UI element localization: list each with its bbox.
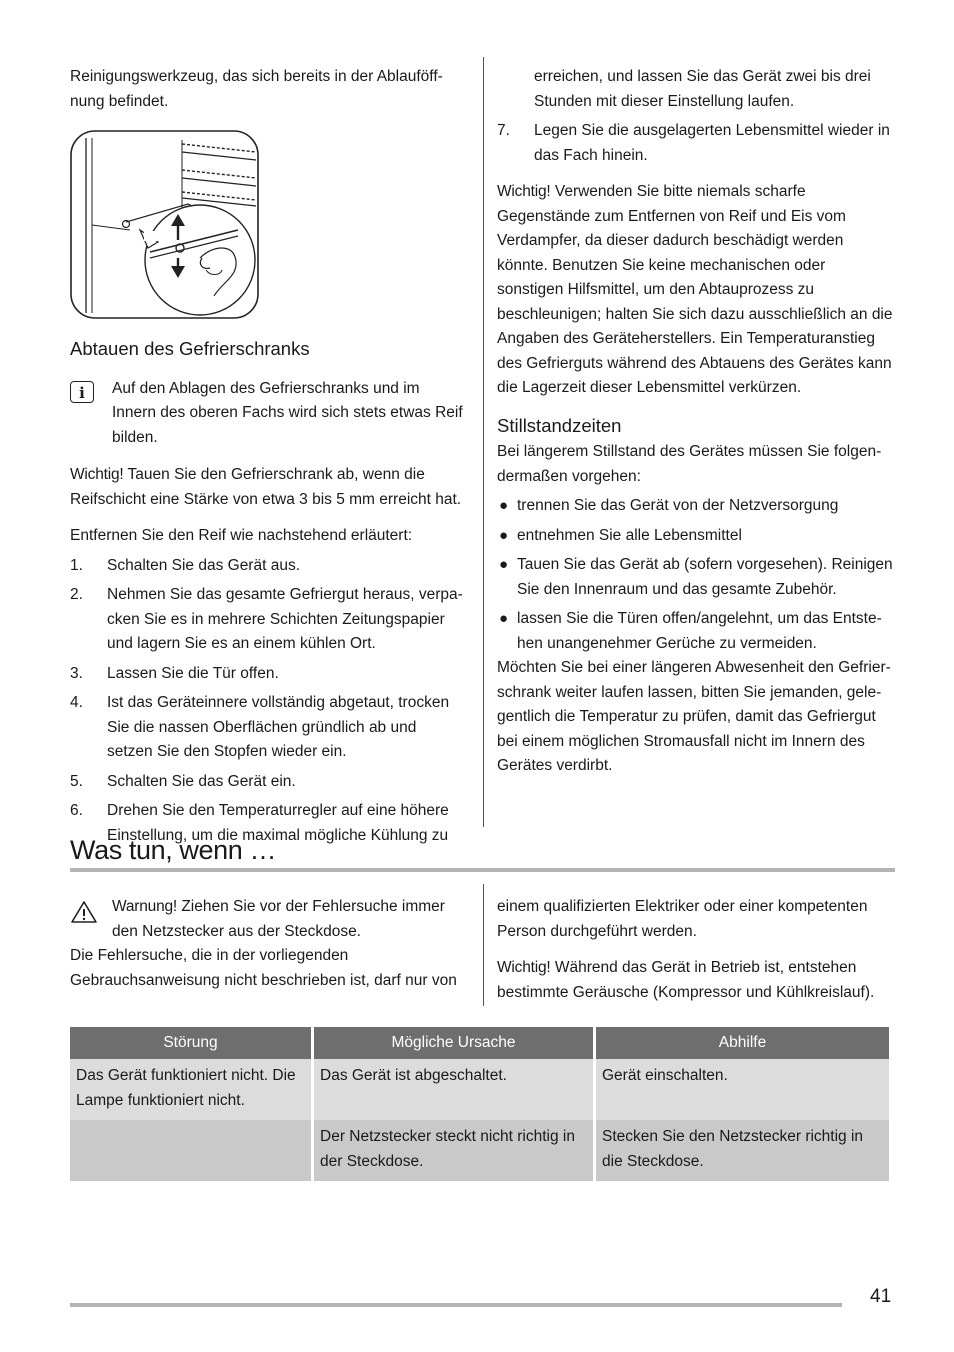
defrost-steps-continued (497, 119, 895, 168)
table-header-row (70, 1027, 889, 1059)
info-icon: i (70, 381, 94, 403)
list-item: 2. Nehmen Sie das gesamte Gefriergut heraus, verpa-cken Sie es in mehrere Schichten Zeitungspapier und lagern Sie es an einem kühlen Ort. (70, 586, 463, 652)
important-text: Verwenden Sie bitte niemals scharfe Gegenstände zum Entfernen von Reif und Eis vom Verdampfer, da dieser dadurch beschädigt werden könnte. Benutzen Sie keine mechanischen oder sonstigen Hilfsmittel, um den Abtauprozess zu beschleunigen; halten Sie sich dazu ausschließlich an die Angaben des Geräteherstellers. Ein Temperaturanstieg des Gefrierguts während des Abtauens des Gerätes kann die Lagerzeit dieser Lebensmittel verkürzen. (497, 183, 893, 396)
info-note (70, 377, 465, 451)
bullet-icon: ● (499, 610, 509, 627)
troubleshooting-intro: Die Fehlersuche, die in der vorliegenden Gebrauchsanweisung nicht beschrieben ist, darf nur von (70, 947, 457, 989)
section-title-defrost: Abtauen des Gefrierschranks (70, 338, 310, 359)
list-item: 5. Schalten Sie das Gerät ein. (70, 772, 296, 790)
important-note (70, 463, 465, 512)
list-item: 7. Legen Sie die ausgelagerten Lebensmittel wieder in das Fach hinein. (497, 122, 890, 164)
list-item: 1. Schalten Sie das Gerät aus. (70, 556, 301, 574)
cell-cause: Das Gerät ist abgeschaltet. (314, 1059, 593, 1120)
important-note: Wichtig! Während das Gerät in Betrieb ist, entstehen bestimmte Geräusche (Kompressor und Kühlkreislauf). (497, 959, 875, 1001)
bullet-icon: ● (499, 526, 509, 544)
troubleshooting-intro-continued: einem qualifizierten Elektriker oder einer kompetenten Person durchgeführt werden. (497, 898, 868, 940)
cell-cause: Der Netzstecker steckt nicht richtig in der Steckdose. (314, 1120, 593, 1181)
cell-problem: Das Gerät funktioniert nicht. Die Lampe funktioniert nicht. (70, 1059, 311, 1120)
cell-remedy: Stecken Sie den Netzstecker richtig in die Steckdose. (596, 1120, 889, 1181)
defrost-steps (70, 554, 465, 849)
footer-rule (70, 1303, 842, 1307)
title-rule (70, 868, 895, 872)
section-intro: Bei längerem Stillstand des Gerätes müssen Sie folgen-dermaßen vorgehen: (497, 443, 882, 485)
info-note-text: Auf den Ablagen des Gefrierschranks und im Innern des oberen Fachs wird sich stets etwas Reif bilden. (112, 379, 463, 446)
important-label: Wichtig! (497, 183, 551, 200)
list-item: ● Tauen Sie das Gerät ab (sofern vorgesehen). Reinigen Sie den Innenraum und das gesamte Zubehör. (497, 553, 895, 602)
table-row (70, 1059, 889, 1120)
cell-remedy: Gerät einschalten. (596, 1059, 889, 1120)
column-header: Mögliche Ursache (314, 1027, 593, 1059)
left-column (70, 65, 465, 114)
closing-text: Möchten Sie bei einer längeren Abwesenheit den Gefrier-schrank weiter laufen lassen, bitten Sie jemanden, gele-gentlich die Temperatur zu prüfen, damit das Gefriergut bei einem möglichen Stromausfall nicht im Innern des Gerätes verdirbt. (497, 659, 891, 774)
list-item: 6. Drehen Sie den Temperaturregler auf eine höhere Einstellung, um die maximal mögliche Kühlung zu (70, 802, 449, 844)
important-text: Tauen Sie den Gefrierschrank ab, wenn die Reifschicht eine Stärke von etwa 3 bis 5 mm erreicht hat. (70, 466, 462, 508)
troubleshooting-left (70, 895, 465, 993)
defrost-illustration (70, 130, 260, 320)
list-item: ● entnehmen Sie alle Lebensmittel (497, 524, 895, 549)
standstill-list (497, 494, 895, 656)
intro-text: Reinigungswerkzeug, das sich bereits in der Ablauföff-nung befindet. (70, 68, 443, 110)
column-header: Abhilfe (596, 1027, 889, 1059)
list-item: ● trennen Sie das Gerät von der Netzversorgung (497, 494, 895, 519)
important-label: Wichtig! (497, 959, 551, 976)
step6-continued: erreichen, und lassen Sie das Gerät zwei bis drei Stunden mit dieser Einstellung laufen. (534, 68, 871, 110)
list-item: 3. Lassen Sie die Tür offen. (70, 664, 279, 682)
list-item: ● lassen Sie die Türen offen/angelehnt, um das Entste-hen unangenehmer Gerüche zu vermeiden. (497, 607, 895, 656)
warning-text: Warnung! Ziehen Sie vor der Fehlersuche immer den Netzstecker aus der Steckdose. (112, 898, 445, 940)
important-note (497, 180, 895, 401)
section-title-standstill: Stillstandzeiten (497, 414, 622, 436)
table-row (70, 1120, 889, 1181)
troubleshooting-right (497, 895, 895, 1005)
bullet-icon: ● (499, 497, 509, 514)
column-header: Störung (70, 1027, 311, 1059)
steps-intro: Entfernen Sie den Reif wie nachstehend erläutert: (70, 527, 413, 544)
important-label: Wichtig! (70, 466, 124, 483)
left-column-body (70, 337, 465, 848)
page-number: 41 (870, 1286, 892, 1307)
column-divider (483, 884, 484, 1006)
right-column (497, 65, 895, 779)
warning-note (70, 895, 465, 944)
bullet-icon: ● (499, 556, 509, 573)
page-title: Was tun, wenn … (70, 835, 277, 865)
troubleshooting-table (67, 1027, 892, 1181)
cell-problem (70, 1120, 311, 1181)
list-item: 4. Ist das Geräteinnere vollständig abgetaut, trocken Sie die nassen Oberflächen gründlich ab und setzen Sie den Stopfen wieder ein. (70, 694, 450, 760)
column-divider (483, 57, 484, 827)
freezer-drain-illustration-icon (70, 130, 260, 320)
warning-icon (70, 900, 98, 924)
warning-label: Warnung! (112, 898, 178, 915)
